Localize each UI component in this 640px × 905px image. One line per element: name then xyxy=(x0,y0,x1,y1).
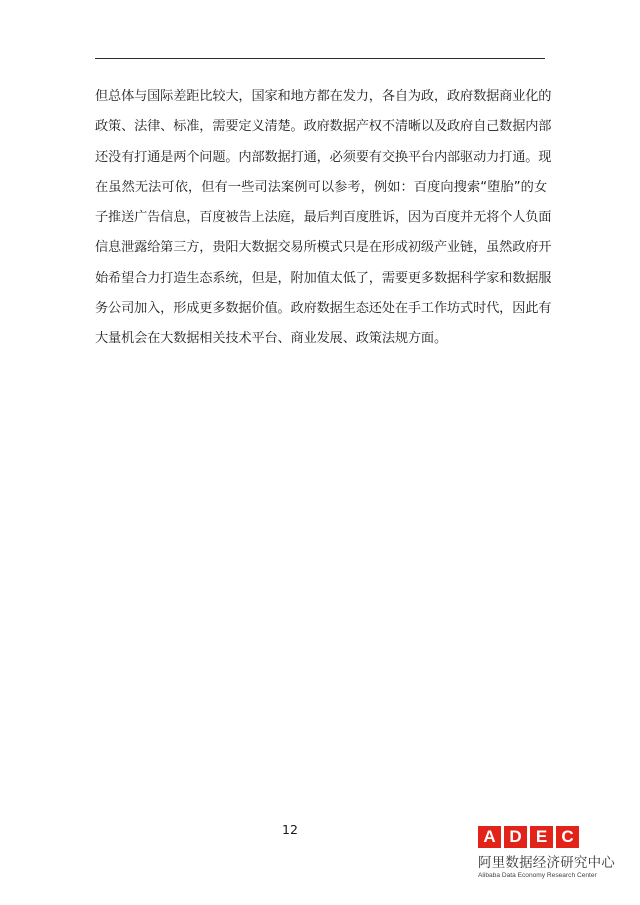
paragraph-line: 在虽然无法可依，但有一些司法案例可以参考，例如：百度向搜索“堕胎”的女 xyxy=(95,179,547,195)
adec-logo xyxy=(478,826,628,879)
paragraph-line: 政策、法律、标准，需要定义清楚。政府数据产权不清晰以及政府自己数据内部 xyxy=(95,119,552,135)
body-paragraph xyxy=(95,82,552,355)
logo-letter-d: D xyxy=(504,826,527,848)
paragraph-line: 还没有打通是两个问题。内部数据打通，必须要有交换平台内部驱动力打通。现 xyxy=(95,149,552,165)
paragraph-line: 务公司加入，形成更多数据价值。政府数据生态还处在手工作坊式时代，因此有 xyxy=(95,301,552,317)
logo-name-chinese: 阿里数据经济研究中心 xyxy=(478,855,615,871)
logo-letter-a: A xyxy=(478,826,501,848)
paragraph-line: 大量机会在大数据相关技术平台、商业发展、政策法规方面。 xyxy=(95,331,448,347)
header-rule xyxy=(95,58,545,59)
paragraph-line: 但总体与国际差距比较大，国家和地方都在发力，各自为政，政府数据商业化的 xyxy=(95,89,552,104)
paragraph-line: 信息泄露给第三方，贵阳大数据交易所模式只是在形成初级产业链，虽然政府开 xyxy=(95,240,552,256)
logo-letter-blocks xyxy=(478,826,628,848)
page-number: 12 xyxy=(282,822,298,837)
logo-letter-e: E xyxy=(530,826,553,848)
paragraph-line: 始希望合力打造生态系统，但是，附加值太低了，需要更多数据科学家和数据服 xyxy=(95,270,552,286)
logo-letter-c: C xyxy=(556,826,579,848)
logo-name-english: Alibaba Data Economy Research Center xyxy=(478,872,597,879)
paragraph-line: 子推送广告信息，百度被告上法庭，最后判百度胜诉，因为百度并无将个人负面 xyxy=(95,210,552,226)
